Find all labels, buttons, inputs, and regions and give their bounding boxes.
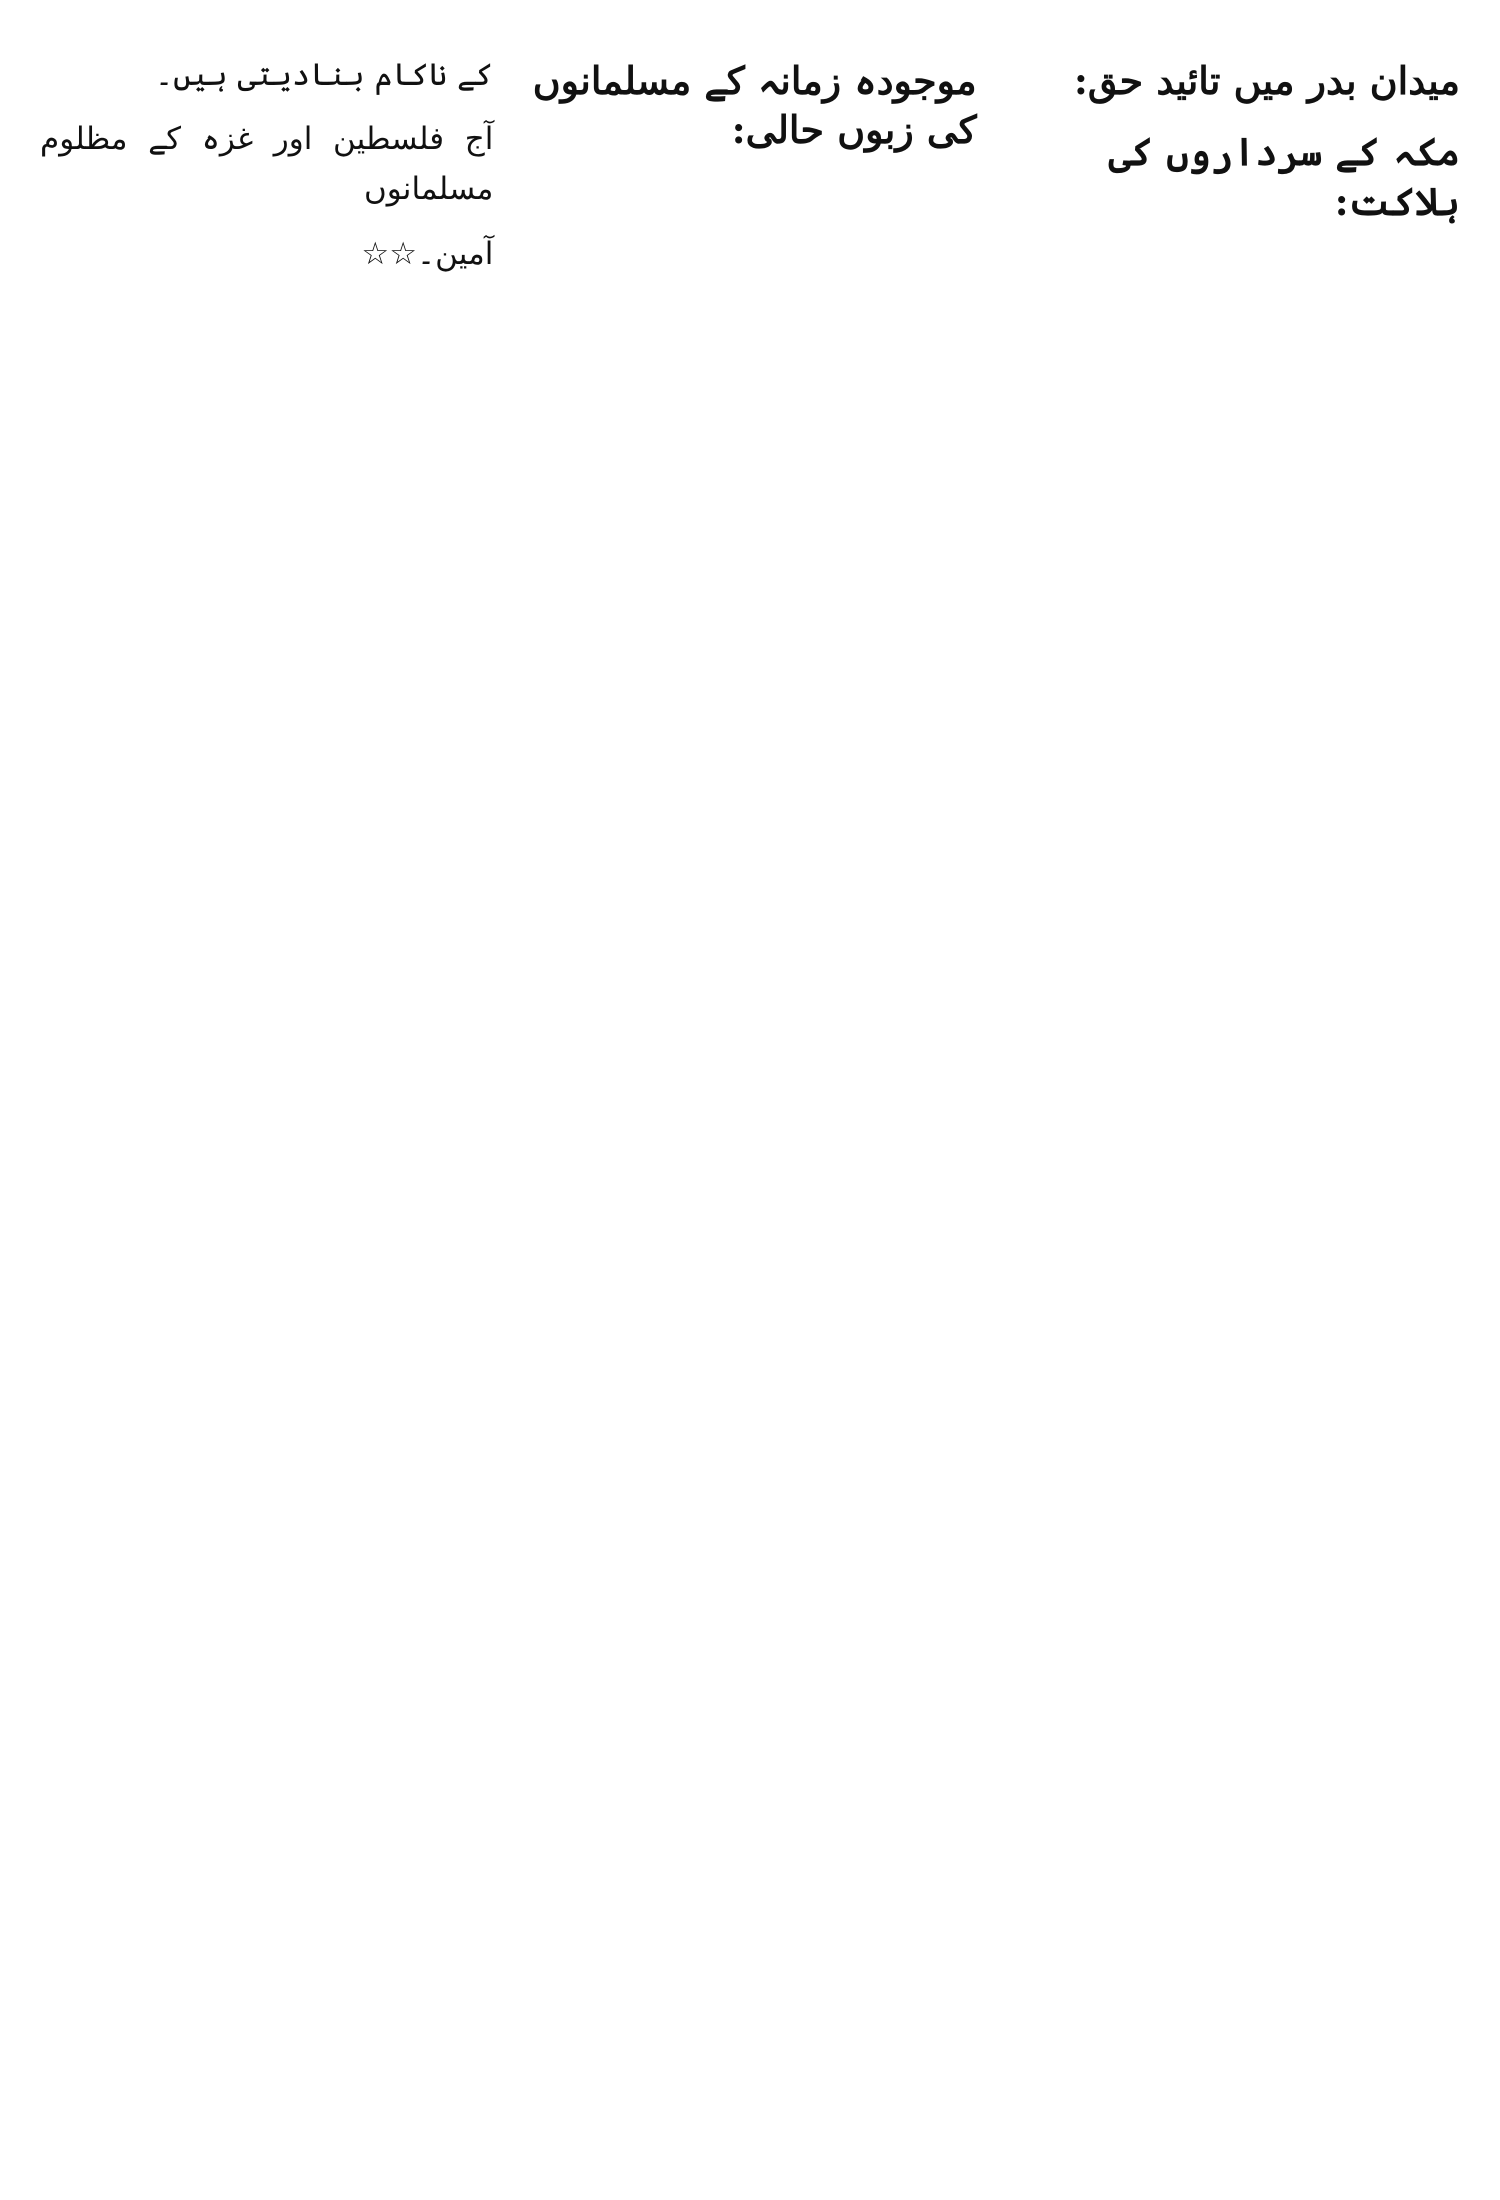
column-right [1007, 50, 1460, 2160]
column-middle [523, 50, 976, 2160]
section-heading: مکہ کے سرداروں کی ہلاکت: [1108, 129, 1460, 224]
paragraph: آمین۔☆☆ [361, 235, 494, 272]
section-heading: موجودہ زمانہ کے مسلمانوں کی زبوں حالی: [532, 58, 977, 153]
paragraph: کے ناکام بنادیتی ہیں۔ [154, 57, 494, 93]
paragraph: آج فلسطین اور غزہ کے مظلوم مسلمانوں [40, 121, 494, 208]
section-heading: میدان بدر میں تائید حق: [1073, 58, 1460, 103]
column-left [40, 50, 493, 2160]
